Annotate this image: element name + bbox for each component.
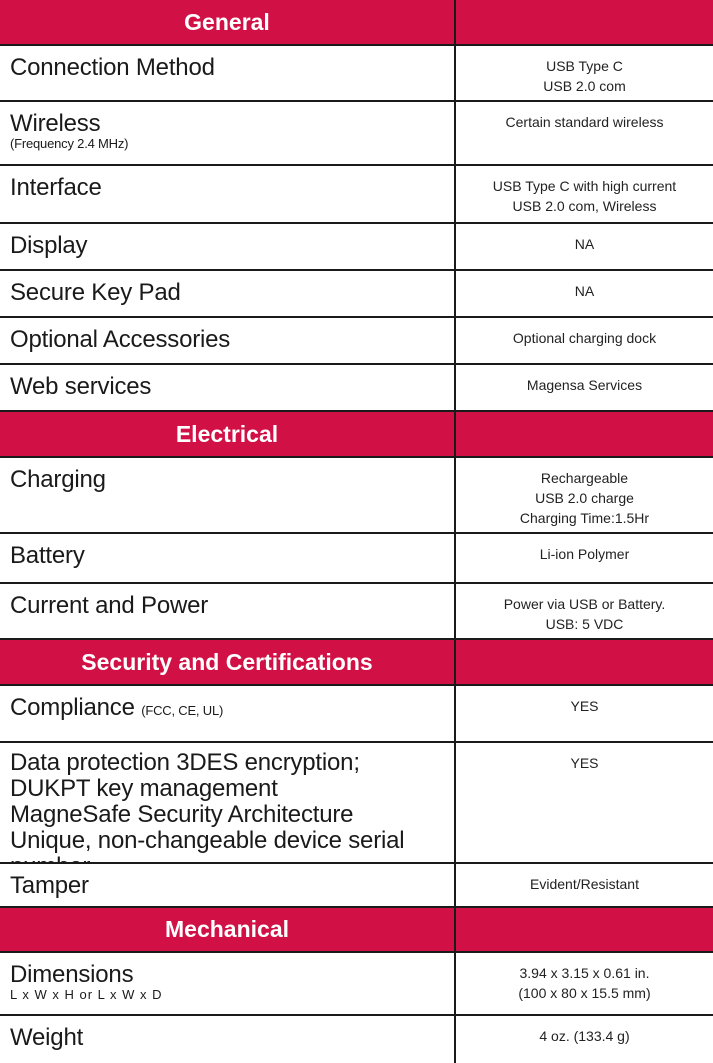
spec-value: Certain standard wireless [505, 114, 664, 130]
spec-value: YES [570, 698, 599, 714]
spec-label: Connection Method [0, 46, 456, 100]
spec-value: NA [574, 283, 595, 299]
spec-value: Rechargeable USB 2.0 charge Charging Time:1.5Hr [519, 470, 650, 526]
spec-row-battery [0, 534, 713, 584]
spec-label: Compliance [10, 694, 135, 721]
section-title: Electrical [0, 412, 456, 456]
spec-sublabel: (Frequency 2.4 MHz) [10, 136, 129, 151]
spec-sublabel: (FCC, CE, UL) [141, 703, 224, 718]
spec-row-web-services [0, 365, 713, 412]
spec-value: Evident/Resistant [530, 876, 639, 892]
spec-label: Current and Power [0, 584, 456, 638]
section-title: Mechanical [0, 908, 456, 951]
section-header-security [0, 640, 713, 686]
spec-value: Li-ion Polymer [539, 546, 630, 562]
spec-label: Display [0, 224, 456, 269]
spec-row-current-power [0, 584, 713, 640]
spec-value: 4 oz. (133.4 g) [539, 1028, 630, 1044]
spec-label-cell [0, 686, 456, 741]
spec-label: Web services [0, 365, 456, 410]
spec-sublabel: L x W x H or L x W x D [10, 987, 163, 1002]
spec-value: YES [570, 755, 599, 771]
spec-row-display [0, 224, 713, 271]
spec-label: Optional Accessories [0, 318, 456, 363]
spec-row-secure-key-pad [0, 271, 713, 318]
spec-label: Tamper [0, 864, 456, 906]
spec-row-tamper [0, 864, 713, 908]
spec-value: Power via USB or Battery. USB: 5 VDC [503, 596, 666, 632]
spec-value: Magensa Services [526, 377, 643, 393]
spec-label: Battery [0, 534, 456, 582]
spec-label: Dimensions [10, 961, 134, 988]
spec-label: Charging [0, 458, 456, 532]
spec-row-weight [0, 1016, 713, 1063]
spec-value: USB Type C USB 2.0 com [543, 58, 626, 94]
spec-label: Secure Key Pad [0, 271, 456, 316]
spec-label: Weight [0, 1016, 456, 1063]
spec-row-connection-method [0, 46, 713, 102]
spec-label-cell [0, 102, 456, 164]
spec-row-wireless [0, 102, 713, 166]
spec-value: NA [574, 236, 595, 252]
spec-value: USB Type C with high current USB 2.0 com, Wireless [492, 178, 677, 214]
spec-value: 3.94 x 3.15 x 0.61 in. (100 x 80 x 15.5 mm) [518, 965, 651, 1001]
spec-row-interface [0, 166, 713, 224]
section-header-general [0, 0, 713, 46]
section-title: Security and Certifications [0, 640, 456, 684]
spec-row-compliance [0, 686, 713, 743]
spec-value: Optional charging dock [512, 330, 657, 346]
spec-row-data-protection [0, 743, 713, 864]
spec-label: Interface [0, 166, 456, 222]
section-header-electrical [0, 412, 713, 458]
spec-label-cell [0, 953, 456, 1014]
spec-label: Wireless [10, 110, 101, 137]
spec-label: Data protection 3DES encryption; DUKPT key management MagneSafe Security Architecture Unique, non-changeable device serial [0, 743, 456, 862]
spec-row-dimensions [0, 953, 713, 1016]
spec-row-optional-accessories [0, 318, 713, 365]
spec-row-charging [0, 458, 713, 534]
section-header-mechanical [0, 908, 713, 953]
section-title: General [0, 0, 456, 44]
